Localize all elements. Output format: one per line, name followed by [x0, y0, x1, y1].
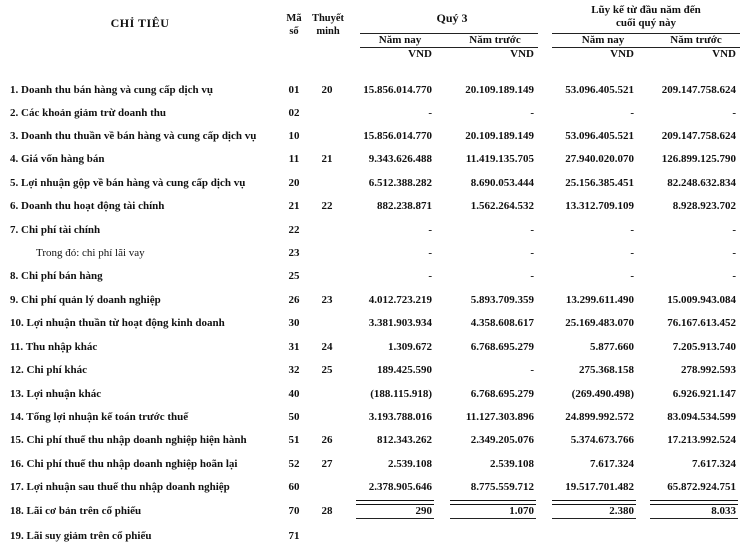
- currency-q3-nam-truoc: VND: [510, 48, 534, 60]
- row-ytd-prior: -: [732, 270, 736, 282]
- row-q3-prior: 6.768.695.279: [470, 341, 534, 353]
- row-ytd-prior: -: [732, 107, 736, 119]
- row-ytd-current: 25.156.385.451: [565, 177, 634, 189]
- row-ytd-prior: 6.926.921.147: [672, 388, 736, 400]
- row-11: [0, 338, 742, 356]
- header-ma-so-line2: số: [289, 26, 299, 37]
- row-label: 1. Doanh thu bán hàng và cung cấp dịch vụ: [10, 84, 213, 96]
- row-label: 11. Thu nhập khác: [10, 341, 98, 353]
- row-ytd-current: -: [630, 270, 634, 282]
- row-q3-current: 6.512.388.282: [368, 177, 432, 189]
- row-label: 19. Lãi suy giảm trên cổ phiếu: [10, 530, 152, 542]
- row-label: 17. Lợi nhuận sau thuế thu nhập doanh nghiệp: [10, 481, 230, 493]
- row-ytd-prior: -: [732, 224, 736, 236]
- row-ytd-prior: -: [732, 247, 736, 259]
- row-q3-current: 189.425.590: [377, 364, 432, 376]
- row-ytd-current: 5.877.660: [590, 341, 634, 353]
- row-17: [0, 478, 742, 496]
- row-q3-prior: 8.690.053.444: [470, 177, 534, 189]
- row-code: 31: [288, 341, 300, 353]
- row-19: [0, 527, 742, 545]
- row-label: 3. Doanh thu thuần về bán hàng và cung cấp dịch vụ: [10, 130, 257, 142]
- row-ytd-prior: 15.009.943.084: [667, 294, 736, 306]
- row-q3-current: 290: [415, 505, 432, 517]
- row-label: 4. Giá vốn hàng bán: [10, 153, 105, 165]
- row-label: 5. Lợi nhuận gộp về bán hàng và cung cấp dịch vụ: [10, 177, 246, 189]
- row-14: [0, 408, 742, 426]
- row-label: 2. Các khoản giảm trừ doanh thu: [10, 107, 167, 119]
- row-q3-prior: 5.893.709.359: [470, 294, 534, 306]
- row-label: 15. Chi phí thuế thu nhập doanh nghiệp hiện hành: [10, 434, 247, 446]
- row-1: [0, 81, 742, 99]
- row-code: 25: [288, 270, 300, 282]
- row-code: 10: [288, 130, 300, 142]
- header-ma-so-line1: Mã: [286, 13, 302, 24]
- row-ytd-current: 13.299.611.490: [565, 294, 634, 306]
- row-ytd-current: 5.374.673.766: [570, 434, 634, 446]
- currency-ytd-nam-truoc: VND: [712, 48, 736, 60]
- row-code: 01: [288, 84, 300, 96]
- row-code: 52: [288, 458, 300, 470]
- row-q3-current: (188.115.918): [370, 388, 432, 400]
- row-ytd-current: -: [630, 224, 634, 236]
- row-code: 60: [288, 481, 300, 493]
- row-q3-current: 2.378.905.646: [368, 481, 432, 493]
- row-q3-current: 15.856.014.770: [363, 130, 432, 142]
- row-q3-current: -: [428, 224, 432, 236]
- rule-18-q3-prior: [450, 518, 536, 519]
- row-q3-prior: 1.562.264.532: [470, 200, 534, 212]
- row-q3-prior: 8.775.559.712: [470, 481, 534, 493]
- row-ytd-current: 19.517.701.482: [565, 481, 634, 493]
- row-ytd-prior: 76.167.613.452: [667, 317, 736, 329]
- row-10: [0, 314, 742, 332]
- row-ytd-prior: 82.248.632.834: [667, 177, 736, 189]
- row-label: 6. Doanh thu hoạt động tài chính: [10, 200, 165, 212]
- row-q3-current: 2.539.108: [388, 458, 432, 470]
- header-ma-so: [282, 12, 306, 38]
- row-label: 8. Chi phí bán hàng: [10, 270, 103, 282]
- row-ytd-current: 7.617.324: [590, 458, 634, 470]
- header-ytd-nam-truoc: Năm trước: [670, 34, 722, 46]
- row-code: 26: [288, 294, 300, 306]
- row-label: 14. Tổng lợi nhuận kế toán trước thuế: [10, 411, 189, 423]
- row-note: 23: [321, 294, 333, 306]
- row-ytd-prior: 65.872.924.751: [667, 481, 736, 493]
- row-label: 13. Lợi nhuận khác: [10, 388, 102, 400]
- row-ytd-prior: 8.928.923.702: [672, 200, 736, 212]
- row-q3-prior: -: [530, 224, 534, 236]
- row-ytd-prior: 83.094.534.599: [667, 411, 736, 423]
- header-luy-ke-line1: Lũy kế từ đầu năm đến: [591, 4, 701, 16]
- row-q3-prior: 11.127.303.896: [465, 411, 534, 423]
- row-code: 50: [288, 411, 300, 423]
- row-7-sub: [0, 244, 742, 262]
- row-label: 7. Chi phí tài chính: [10, 224, 101, 236]
- row-q3-prior: -: [530, 107, 534, 119]
- row-ytd-current: 275.368.158: [579, 364, 634, 376]
- row-q3-current: 15.856.014.770: [363, 84, 432, 96]
- currency-q3-nam-nay: VND: [408, 48, 432, 60]
- row-q3-prior: 4.358.608.617: [470, 317, 534, 329]
- row-6: [0, 197, 742, 215]
- row-label: 10. Lợi nhuận thuần từ hoạt động kinh doanh: [10, 317, 225, 329]
- header-chi-tieu: CHỈ TIÊU: [110, 16, 170, 30]
- row-label: 12. Chi phí khác: [10, 364, 88, 376]
- row-code: 32: [288, 364, 300, 376]
- row-code: 70: [288, 505, 300, 517]
- row-q3-current: 1.309.672: [388, 341, 432, 353]
- row-note: 20: [321, 84, 333, 96]
- row-8: [0, 267, 742, 285]
- row-9: [0, 291, 742, 309]
- row-ytd-current: 53.096.405.521: [565, 130, 634, 142]
- header-q3-nam-truoc: Năm trước: [469, 34, 521, 46]
- row-q3-current: 3.193.788.016: [368, 411, 432, 423]
- row-ytd-prior: 7.617.324: [692, 458, 736, 470]
- row-2: [0, 104, 742, 122]
- row-q3-prior: 6.768.695.279: [470, 388, 534, 400]
- row-5: [0, 174, 742, 192]
- row-note: 22: [321, 200, 333, 212]
- row-label: 18. Lãi cơ bản trên cổ phiếu: [10, 505, 142, 517]
- row-ytd-prior: 7.205.913.740: [672, 341, 736, 353]
- row-3: [0, 127, 742, 145]
- row-code: 21: [288, 200, 300, 212]
- row-q3-current: 812.343.262: [377, 434, 432, 446]
- row-ytd-prior: 209.147.758.624: [661, 130, 736, 142]
- row-q3-prior: -: [530, 270, 534, 282]
- row-ytd-prior: 8.033: [711, 505, 736, 517]
- row-ytd-current: 13.312.709.109: [565, 200, 634, 212]
- header-luy-ke-line2: cuối quý này: [616, 17, 676, 29]
- row-q3-prior: 20.109.189.149: [465, 84, 534, 96]
- row-ytd-current: 27.940.020.070: [565, 153, 634, 165]
- row-q3-current: 3.381.903.934: [368, 317, 432, 329]
- row-7: [0, 221, 742, 239]
- row-ytd-current: -: [630, 107, 634, 119]
- row-q3-current: 4.012.723.219: [368, 294, 432, 306]
- row-code: 40: [288, 388, 300, 400]
- row-16: [0, 455, 742, 473]
- row-label: 16. Chi phí thuế thu nhập doanh nghiệp hoãn lại: [10, 458, 238, 470]
- row-q3-prior: 1.070: [509, 505, 534, 517]
- row-ytd-prior: 209.147.758.624: [661, 84, 736, 96]
- row-label: Trong đó: chi phí lãi vay: [36, 247, 145, 259]
- row-note: 25: [321, 364, 333, 376]
- header-quy-3: Quý 3: [436, 11, 468, 25]
- row-note: 27: [321, 458, 333, 470]
- row-note: 21: [321, 153, 333, 165]
- row-code: 11: [288, 153, 300, 165]
- row-q3-prior: 20.109.189.149: [465, 130, 534, 142]
- rule-18-ytd-prior: [650, 518, 738, 519]
- row-code: 51: [288, 434, 300, 446]
- header-thuyet-minh-line2: minh: [316, 26, 340, 37]
- header-q3-nam-nay: Năm nay: [378, 34, 422, 46]
- row-code: 30: [288, 317, 300, 329]
- row-ytd-current: -: [630, 247, 634, 259]
- header-ytd-nam-nay: Năm nay: [581, 34, 625, 46]
- row-code: 02: [288, 107, 300, 119]
- row-4: [0, 150, 742, 168]
- row-ytd-current: 2.380: [609, 505, 634, 517]
- row-q3-current: 9.343.626.488: [368, 153, 432, 165]
- row-q3-current: 882.238.871: [377, 200, 432, 212]
- row-ytd-prior: 278.992.593: [681, 364, 736, 376]
- row-13: [0, 385, 742, 403]
- row-q3-prior: 11.419.135.705: [465, 153, 534, 165]
- row-q3-current: -: [428, 247, 432, 259]
- row-q3-prior: 2.539.108: [490, 458, 534, 470]
- row-q3-current: -: [428, 107, 432, 119]
- header-thuyet-minh: [306, 12, 350, 38]
- row-code: 20: [288, 177, 300, 189]
- row-code: 23: [288, 247, 300, 259]
- row-ytd-current: 53.096.405.521: [565, 84, 634, 96]
- header-luy-ke: [556, 4, 736, 30]
- row-note: 24: [321, 341, 333, 353]
- row-ytd-prior: 126.899.125.790: [661, 153, 736, 165]
- rule-18-q3: [356, 518, 434, 519]
- header-thuyet-minh-line1: Thuyết: [311, 13, 345, 24]
- row-code: 71: [288, 530, 300, 542]
- row-q3-prior: -: [530, 247, 534, 259]
- row-q3-prior: -: [530, 364, 534, 376]
- row-code: 22: [288, 224, 300, 236]
- row-ytd-current: 25.169.483.070: [565, 317, 634, 329]
- row-ytd-prior: 17.213.992.524: [667, 434, 736, 446]
- row-q3-current: -: [428, 270, 432, 282]
- row-12: [0, 361, 742, 379]
- rule-18-ytd: [552, 518, 636, 519]
- row-ytd-current: (269.490.498): [571, 388, 634, 400]
- row-15: [0, 431, 742, 449]
- row-note: 26: [321, 434, 333, 446]
- row-label: 9. Chi phí quản lý doanh nghiệp: [10, 294, 161, 306]
- row-ytd-current: 24.899.992.572: [565, 411, 634, 423]
- currency-ytd-nam-nay: VND: [610, 48, 634, 60]
- row-note: 28: [321, 505, 333, 517]
- row-q3-prior: 2.349.205.076: [470, 434, 534, 446]
